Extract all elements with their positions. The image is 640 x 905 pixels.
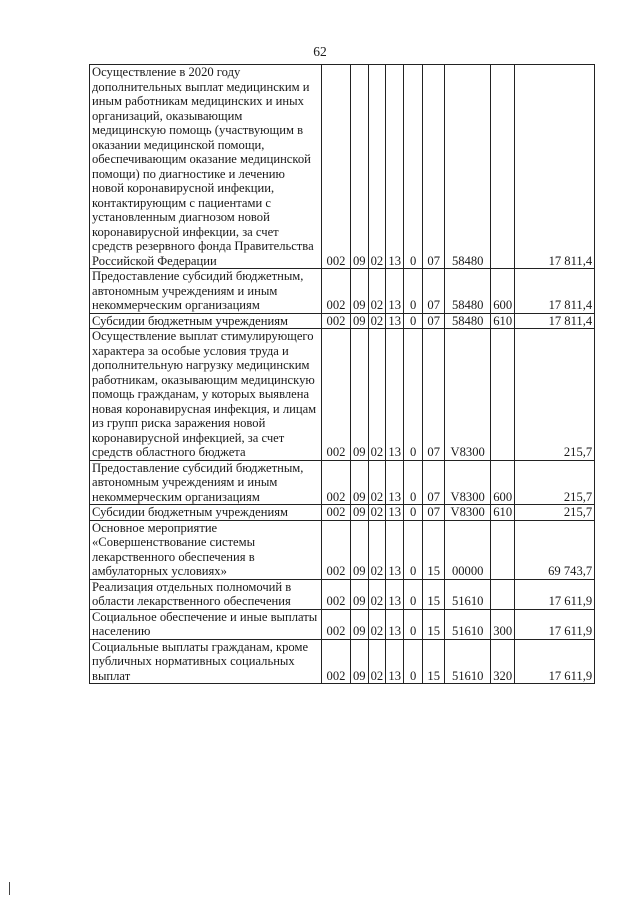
cell-cs3: 07 <box>423 505 445 521</box>
cell-sum: 215,7 <box>515 505 595 521</box>
cell-pr: 02 <box>368 520 386 579</box>
cell-sum: 17 611,9 <box>515 579 595 609</box>
cell-cs3: 07 <box>423 313 445 329</box>
cell-rz: 09 <box>351 329 369 461</box>
cell-name: Реализация отдельных полномочий в области лекарственного обеспечения <box>90 579 322 609</box>
cell-cs3: 15 <box>423 520 445 579</box>
cell-cs3: 15 <box>423 639 445 684</box>
table-row <box>90 329 595 461</box>
cell-cs2: 0 <box>404 609 423 639</box>
cell-cs1: 13 <box>386 579 404 609</box>
cell-name: Осуществление выплат стимулирующего характера за особые условия труда и дополнительную нагрузку медицинским работникам, оказывающим медицинскую помощь гражданам, у которых выявлена новая коронавирусная инфекция, и лицам из групп риска заражения новой коронавирусной инфекцией, за счет средств областного бюджета <box>90 329 322 461</box>
page-number: 62 <box>313 44 327 59</box>
cell-cs2: 0 <box>404 520 423 579</box>
cell-vr: 300 <box>491 609 515 639</box>
cell-ved: 002 <box>322 313 351 329</box>
cell-cs4: V8300 <box>445 329 491 461</box>
cell-cs1: 13 <box>386 329 404 461</box>
cell-rz: 09 <box>351 313 369 329</box>
cell-sum: 17 811,4 <box>515 65 595 269</box>
cell-cs4: 58480 <box>445 65 491 269</box>
cell-cs3: 07 <box>423 269 445 314</box>
table-row <box>90 639 595 684</box>
cell-vr: 600 <box>491 269 515 314</box>
cell-vr <box>491 579 515 609</box>
cell-cs4: 00000 <box>445 520 491 579</box>
cell-rz: 09 <box>351 609 369 639</box>
cell-ved: 002 <box>322 329 351 461</box>
cell-cs1: 13 <box>386 639 404 684</box>
cell-pr: 02 <box>368 460 386 505</box>
cell-name: Предоставление субсидий бюджетным, автономным учреждениям и иным некоммерческим организациям <box>90 460 322 505</box>
cell-cs1: 13 <box>386 609 404 639</box>
cell-cs1: 13 <box>386 313 404 329</box>
cell-name: Социальные выплаты гражданам, кроме публичных нормативных социальных выплат <box>90 639 322 684</box>
cell-cs2: 0 <box>404 269 423 314</box>
cell-cs4: 58480 <box>445 313 491 329</box>
cell-sum: 17 611,9 <box>515 609 595 639</box>
cell-ved: 002 <box>322 520 351 579</box>
cell-cs4: 51610 <box>445 579 491 609</box>
table-row <box>90 460 595 505</box>
cell-ved: 002 <box>322 65 351 269</box>
table-row <box>90 579 595 609</box>
cell-name: Основное мероприятие «Совершенствование системы лекарственного обеспечения в амбулаторных условиях» <box>90 520 322 579</box>
cell-ved: 002 <box>322 609 351 639</box>
cell-cs2: 0 <box>404 460 423 505</box>
table-row <box>90 505 595 521</box>
cell-cs3: 07 <box>423 329 445 461</box>
table-row <box>90 313 595 329</box>
cell-name: Предоставление субсидий бюджетным, автономным учреждениям и иным некоммерческим организациям <box>90 269 322 314</box>
table-row <box>90 520 595 579</box>
cell-sum: 69 743,7 <box>515 520 595 579</box>
cell-cs3: 07 <box>423 460 445 505</box>
cell-cs4: 58480 <box>445 269 491 314</box>
cell-cs1: 13 <box>386 65 404 269</box>
cell-rz: 09 <box>351 505 369 521</box>
cell-cs2: 0 <box>404 329 423 461</box>
cell-name: Субсидии бюджетным учреждениям <box>90 313 322 329</box>
cell-rz: 09 <box>351 65 369 269</box>
cell-sum: 17 811,4 <box>515 269 595 314</box>
cell-pr: 02 <box>368 329 386 461</box>
cell-cs4: V8300 <box>445 505 491 521</box>
cell-sum: 215,7 <box>515 329 595 461</box>
cell-rz: 09 <box>351 579 369 609</box>
cell-ved: 002 <box>322 460 351 505</box>
table-row <box>90 65 595 269</box>
cell-ved: 002 <box>322 579 351 609</box>
cell-cs4: 51610 <box>445 609 491 639</box>
cell-vr: 320 <box>491 639 515 684</box>
cell-cs1: 13 <box>386 460 404 505</box>
cell-cs1: 13 <box>386 505 404 521</box>
cell-rz: 09 <box>351 460 369 505</box>
budget-table <box>89 64 595 684</box>
cell-cs2: 0 <box>404 639 423 684</box>
cell-sum: 17 611,9 <box>515 639 595 684</box>
cell-cs2: 0 <box>404 579 423 609</box>
cell-pr: 02 <box>368 269 386 314</box>
cell-cs4: 51610 <box>445 639 491 684</box>
cell-vr: 610 <box>491 313 515 329</box>
cell-cs3: 15 <box>423 609 445 639</box>
cell-pr: 02 <box>368 639 386 684</box>
cell-vr: 610 <box>491 505 515 521</box>
cell-cs3: 07 <box>423 65 445 269</box>
cell-name: Осуществление в 2020 году дополнительных выплат медицинским и иным работникам медицинских и иных организаций, оказывающим медицинскую помощь (участвующим в оказании медицинской помощи, обеспечивающим оказание медицинской помощи) по диагностике и лечению новой коронавирусной инфекции, контактирующим с пациентами с установленным диагнозом новой коронавирусной инфекции, за счет средств резервного фонда Правительства Российской Федерации <box>90 65 322 269</box>
cell-pr: 02 <box>368 579 386 609</box>
cell-pr: 02 <box>368 505 386 521</box>
cell-cs2: 0 <box>404 65 423 269</box>
table-row <box>90 609 595 639</box>
cell-cs1: 13 <box>386 520 404 579</box>
cell-vr <box>491 329 515 461</box>
cell-name: Субсидии бюджетным учреждениям <box>90 505 322 521</box>
cell-rz: 09 <box>351 639 369 684</box>
cell-ved: 002 <box>322 639 351 684</box>
cell-rz: 09 <box>351 269 369 314</box>
cell-cs1: 13 <box>386 269 404 314</box>
cell-cs4: V8300 <box>445 460 491 505</box>
cell-ved: 002 <box>322 505 351 521</box>
cell-cs2: 0 <box>404 313 423 329</box>
cell-pr: 02 <box>368 313 386 329</box>
cell-cs3: 15 <box>423 579 445 609</box>
cell-ved: 002 <box>322 269 351 314</box>
cell-sum: 215,7 <box>515 460 595 505</box>
margin-mark <box>9 882 10 895</box>
cell-pr: 02 <box>368 65 386 269</box>
cell-cs2: 0 <box>404 505 423 521</box>
cell-pr: 02 <box>368 609 386 639</box>
cell-sum: 17 811,4 <box>515 313 595 329</box>
cell-name: Социальное обеспечение и иные выплаты населению <box>90 609 322 639</box>
cell-rz: 09 <box>351 520 369 579</box>
cell-vr: 600 <box>491 460 515 505</box>
cell-vr <box>491 520 515 579</box>
cell-vr <box>491 65 515 269</box>
table-row <box>90 269 595 314</box>
